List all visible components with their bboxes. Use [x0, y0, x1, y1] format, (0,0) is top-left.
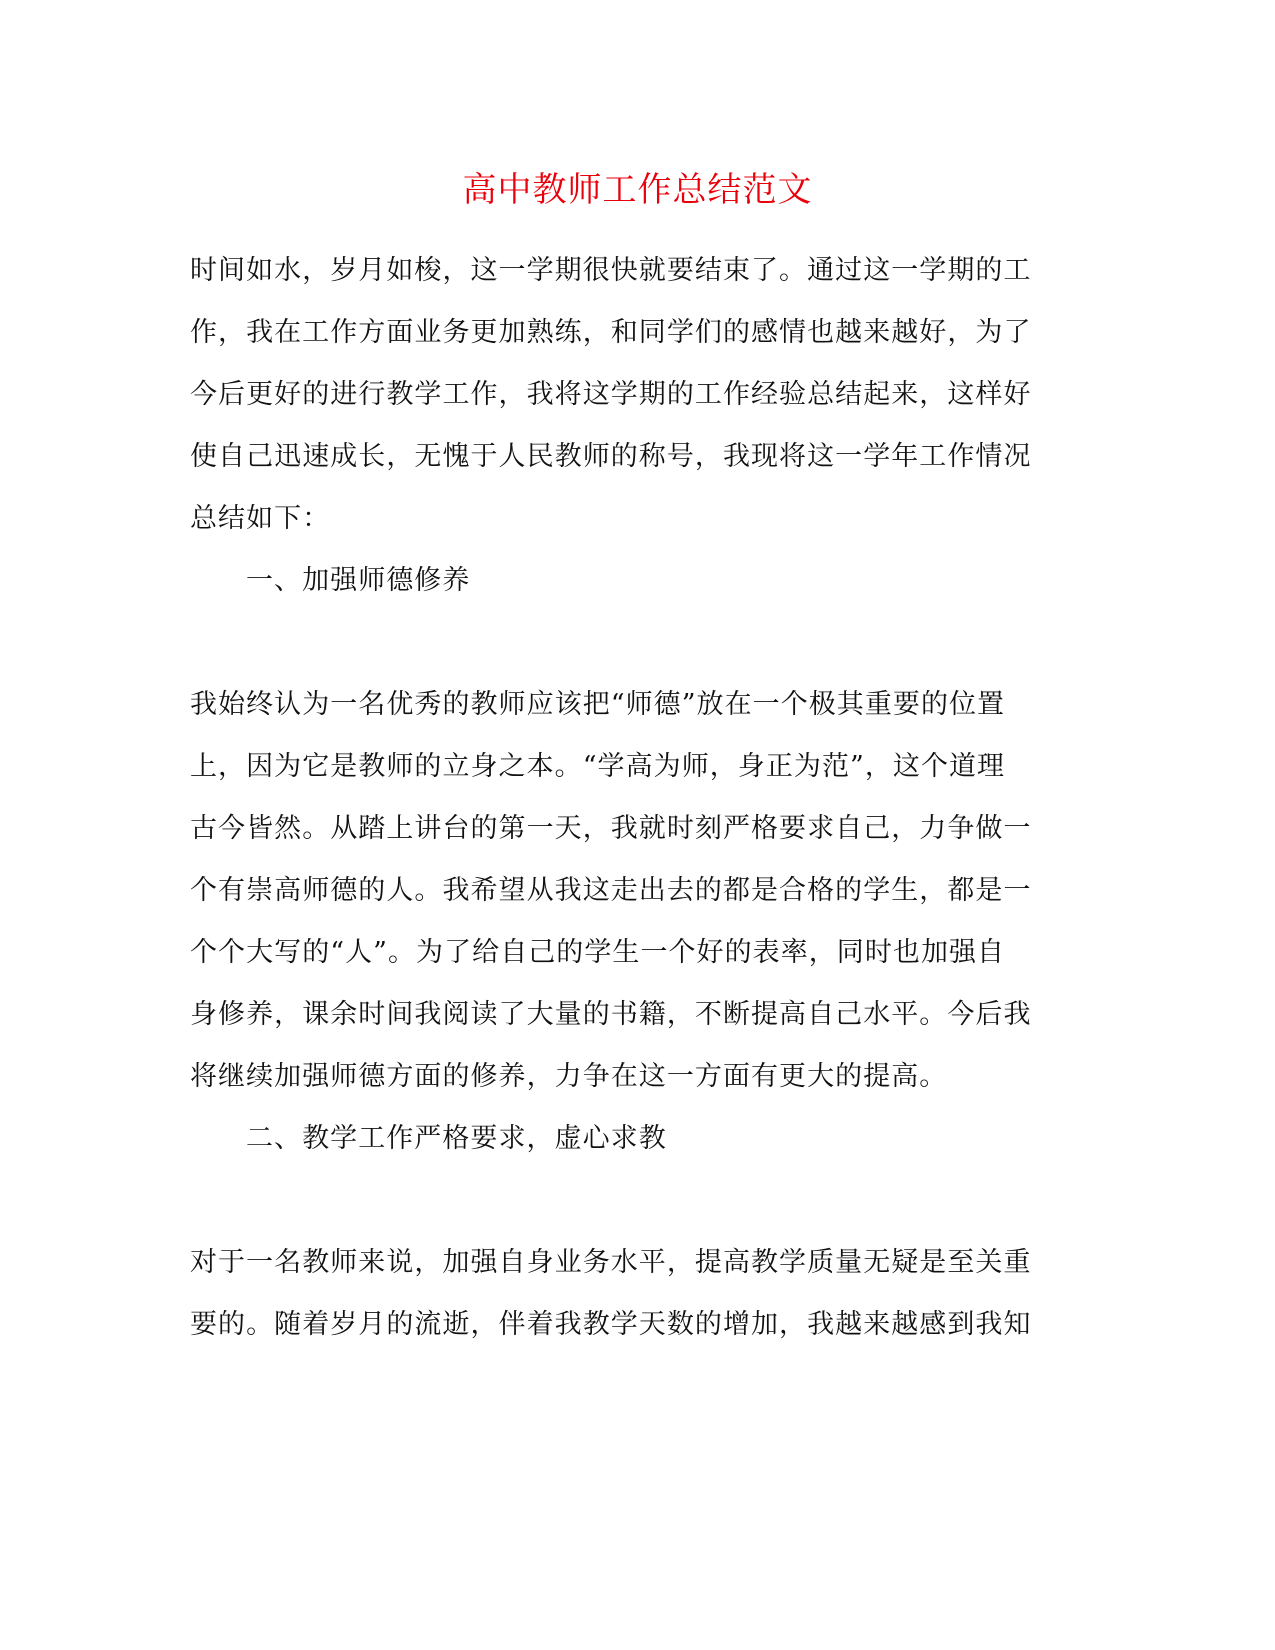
section-1-line-7: 将继续加强师德方面的修养，力争在这一方面有更大的提高。 [190, 1061, 948, 1092]
document-title: 高中教师工作总结范文 [462, 170, 813, 210]
section-1-line-6: 身修养，课余时间我阅读了大量的书籍，不断提高自己水平。今后我 [190, 999, 1032, 1030]
section-1-heading: 一、加强师德修养 [246, 565, 471, 596]
section-1-line-4: 个有崇高师德的人。我希望从我这走出去的都是合格的学生，都是一 [190, 875, 1032, 906]
section-2-heading: 二、教学工作严格要求，虚心求教 [246, 1123, 667, 1154]
section-1-line-2: 上，因为它是教师的立身之本。“学高为师，身正为范”，这个道理 [190, 751, 1006, 782]
intro-line-1: 时间如水，岁月如梭，这一学期很快就要结束了。通过这一学期的工 [190, 255, 1032, 286]
section-2-line-2: 要的。随着岁月的流逝，伴着我教学天数的增加，我越来越感到我知 [190, 1309, 1032, 1340]
section-1-line-5: 个个大写的“人”。为了给自己的学生一个好的表率，同时也加强自 [190, 937, 1006, 968]
section-1-line-1: 我始终认为一名优秀的教师应该把“师德”放在一个极其重要的位置 [190, 689, 1006, 720]
intro-line-3: 今后更好的进行教学工作，我将这学期的工作经验总结起来，这样好 [190, 379, 1032, 410]
section-1-line-3: 古今皆然。从踏上讲台的第一天，我就时刻严格要求自己，力争做一 [190, 813, 1032, 844]
intro-line-5: 总结如下： [190, 503, 331, 534]
intro-line-4: 使自己迅速成长，无愧于人民教师的称号，我现将这一学年工作情况 [190, 441, 1032, 472]
intro-line-2: 作，我在工作方面业务更加熟练，和同学们的感情也越来越好，为了 [190, 317, 1032, 348]
section-2-line-1: 对于一名教师来说，加强自身业务水平，提高教学质量无疑是至关重 [190, 1247, 1032, 1278]
